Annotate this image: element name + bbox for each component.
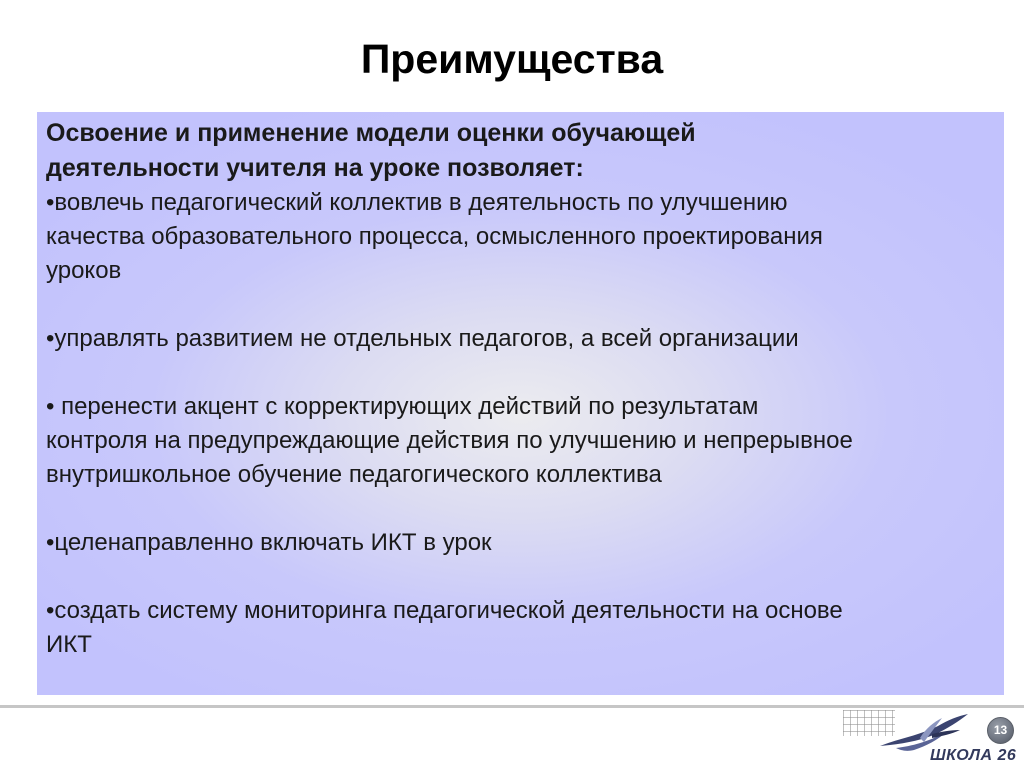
bullet-spacer — [46, 288, 1002, 322]
page-number-badge: 13 — [987, 717, 1014, 744]
content-heading-line: Освоение и применение модели оценки обучающей — [46, 119, 696, 147]
slide-title: Преимущества — [360, 36, 664, 82]
bullet-item — [46, 594, 1002, 662]
bullet-line: ИКТ — [46, 631, 92, 658]
bullet-line: качества образовательного процесса, осмысленного проектирования — [46, 223, 823, 250]
bullet-line: • перенести акцент с корректирующих действий по результатам — [46, 393, 759, 420]
bullet-item — [46, 390, 1002, 492]
content-heading — [46, 116, 1002, 186]
bullet-item — [46, 186, 1002, 288]
bullet-line: •создать систему мониторинга педагогической деятельности на основе — [46, 597, 843, 624]
content-heading-line: деятельности учителя на уроке позволяет: — [46, 154, 584, 182]
bullet-line: •вовлечь педагогический коллектив в деятельность по улучшению — [46, 189, 788, 216]
bullet-line: •управлять развитием не отдельных педагогов, а всей организации — [46, 325, 799, 352]
bullet-spacer — [46, 356, 1002, 390]
bullet-item — [46, 526, 1002, 560]
bullet-item — [46, 322, 1002, 356]
bullet-spacer — [46, 492, 1002, 526]
bullet-line: контроля на предупреждающие действия по улучшению и непрерывное — [46, 427, 853, 454]
bullet-line: внутришкольное обучение педагогического коллектива — [46, 461, 662, 488]
school-name-label: ШКОЛА 26 — [930, 747, 1017, 764]
content-box — [37, 112, 1004, 695]
bullet-line: уроков — [46, 257, 122, 284]
bullet-line: •целенаправленно включать ИКТ в урок — [46, 529, 492, 556]
footer-divider — [0, 705, 1024, 708]
bullet-spacer — [46, 560, 1002, 594]
